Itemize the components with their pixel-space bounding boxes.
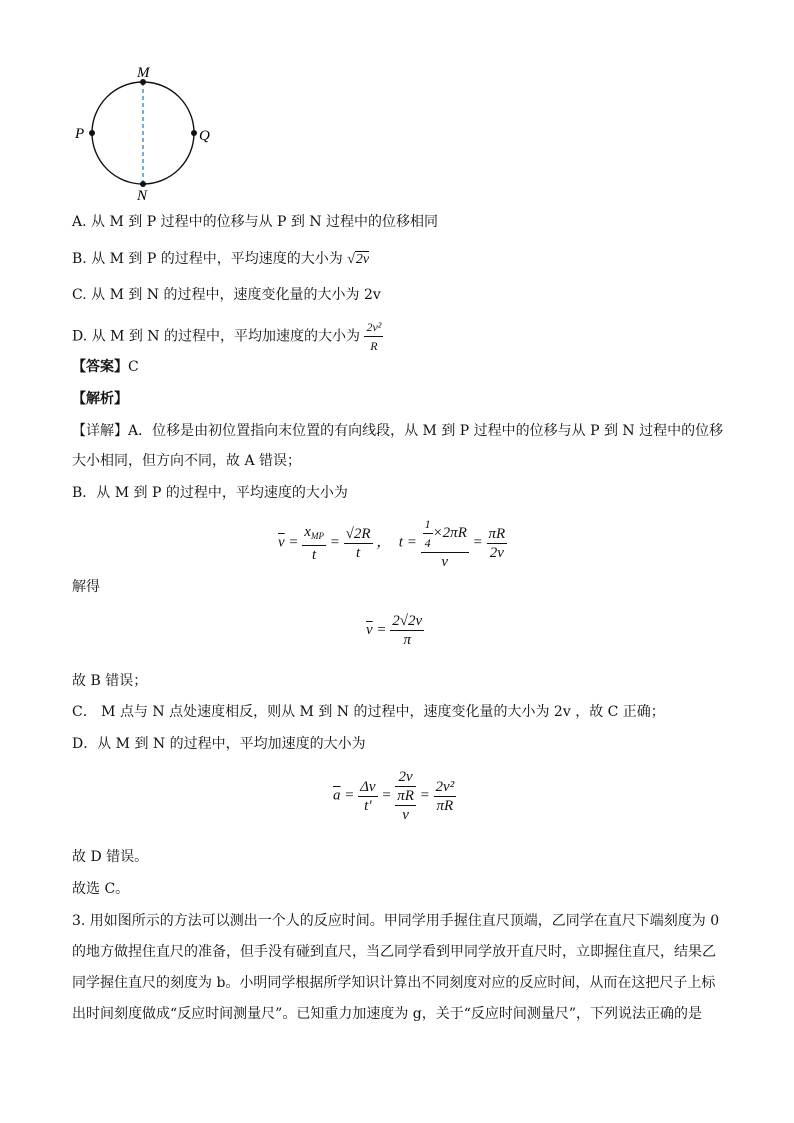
q3-line-3: 同学握住直尺的刻度为 b。小明同学根据所学知识计算出不同刻度对应的反应时间，从而在这把尺子上标	[72, 975, 716, 991]
option-b	[72, 250, 369, 269]
label-q: Q	[199, 128, 210, 144]
answer-value: C	[128, 359, 139, 375]
option-d-text: D. 从 M 到 N 的过程中，平均加速度的大小为	[72, 328, 361, 345]
choose-c: 故选 C。	[72, 881, 130, 897]
label-n: N	[137, 188, 148, 204]
label-p: P	[75, 126, 85, 142]
detail-line-2: 大小相同，但方向不同，故 A 错误；	[72, 453, 302, 469]
option-b-text: B. 从 M 到 P 的过程中，平均速度的大小为	[72, 251, 343, 267]
d-wrong: 故 D 错误。	[72, 849, 149, 865]
d-line: D．从 M 到 N 的过程中，平均加速度的大小为	[72, 736, 366, 752]
solve-label: 解得	[72, 579, 100, 595]
option-a: A. 从 M 到 P 过程中的位移与从 P 到 N 过程中的位移相同	[72, 214, 439, 230]
option-b-value: √2v	[347, 252, 370, 267]
detail-line-3: B．从 M 到 P 的过程中，平均速度的大小为	[72, 485, 348, 501]
formula-average-velocity: $\overline{v}$ = $\frac{x_{MP}}{t}$ = $\frac{√2R}{t}$ ， t = $\frac{1}{4}$ ×2πR v = $\frac{\pi R}{2v}$	[278, 517, 506, 570]
answer-line	[72, 358, 139, 376]
detail-line-1: 【详解】A．位移是由初位置指向末位置的有向线段，从 M 到 P 过程中的位移与从 P 到 N 过程中的位移	[72, 423, 724, 439]
option-d	[72, 318, 383, 355]
q3-line-2: 的地方做捏住直尺的准备，但手没有碰到直尺，当乙同学看到甲同学放开直尺时，立即握住直尺，结果乙	[72, 944, 716, 960]
circle-diagram	[70, 60, 230, 205]
point-q	[191, 130, 197, 136]
label-m: M	[137, 65, 150, 81]
q3-line-4: 出时间刻度做成“反应时间测量尺”。已知重力加速度为 g，关于“反应时间测量尺”，下列说法正确的是	[72, 1006, 703, 1022]
point-n	[140, 181, 146, 187]
option-c: C. 从 M 到 N 的过程中，速度变化量的大小为 2v	[72, 287, 381, 303]
analysis-tag: 【解析】	[72, 391, 128, 407]
point-p	[89, 130, 95, 136]
option-d-fraction: $\frac{\text{2v²}}{R}$	[366, 320, 382, 353]
q3-line-1: 3. 用如图所示的方法可以测出一个人的反应时间。甲同学用手握住直尺顶端，乙同学在直尺下端刻度为 0	[72, 913, 720, 929]
c-line: C． M 点与 N 点处速度相反，则从 M 到 N 的过程中，速度变化量的大小为 2v ，故 C 正确；	[72, 704, 665, 720]
formula-average-acceleration: $\overline{a}$ = $\frac{\Delta v}{t'}$ = 2v πR v = $\frac{\text{2v²}}{\pi R}$	[333, 769, 455, 823]
answer-tag: 【答案】	[72, 359, 128, 375]
b-wrong: 故 B 错误；	[72, 673, 148, 689]
formula-velocity-result: $\overline{v}$ = $\frac{2√2v}{\pi}$	[366, 613, 423, 648]
